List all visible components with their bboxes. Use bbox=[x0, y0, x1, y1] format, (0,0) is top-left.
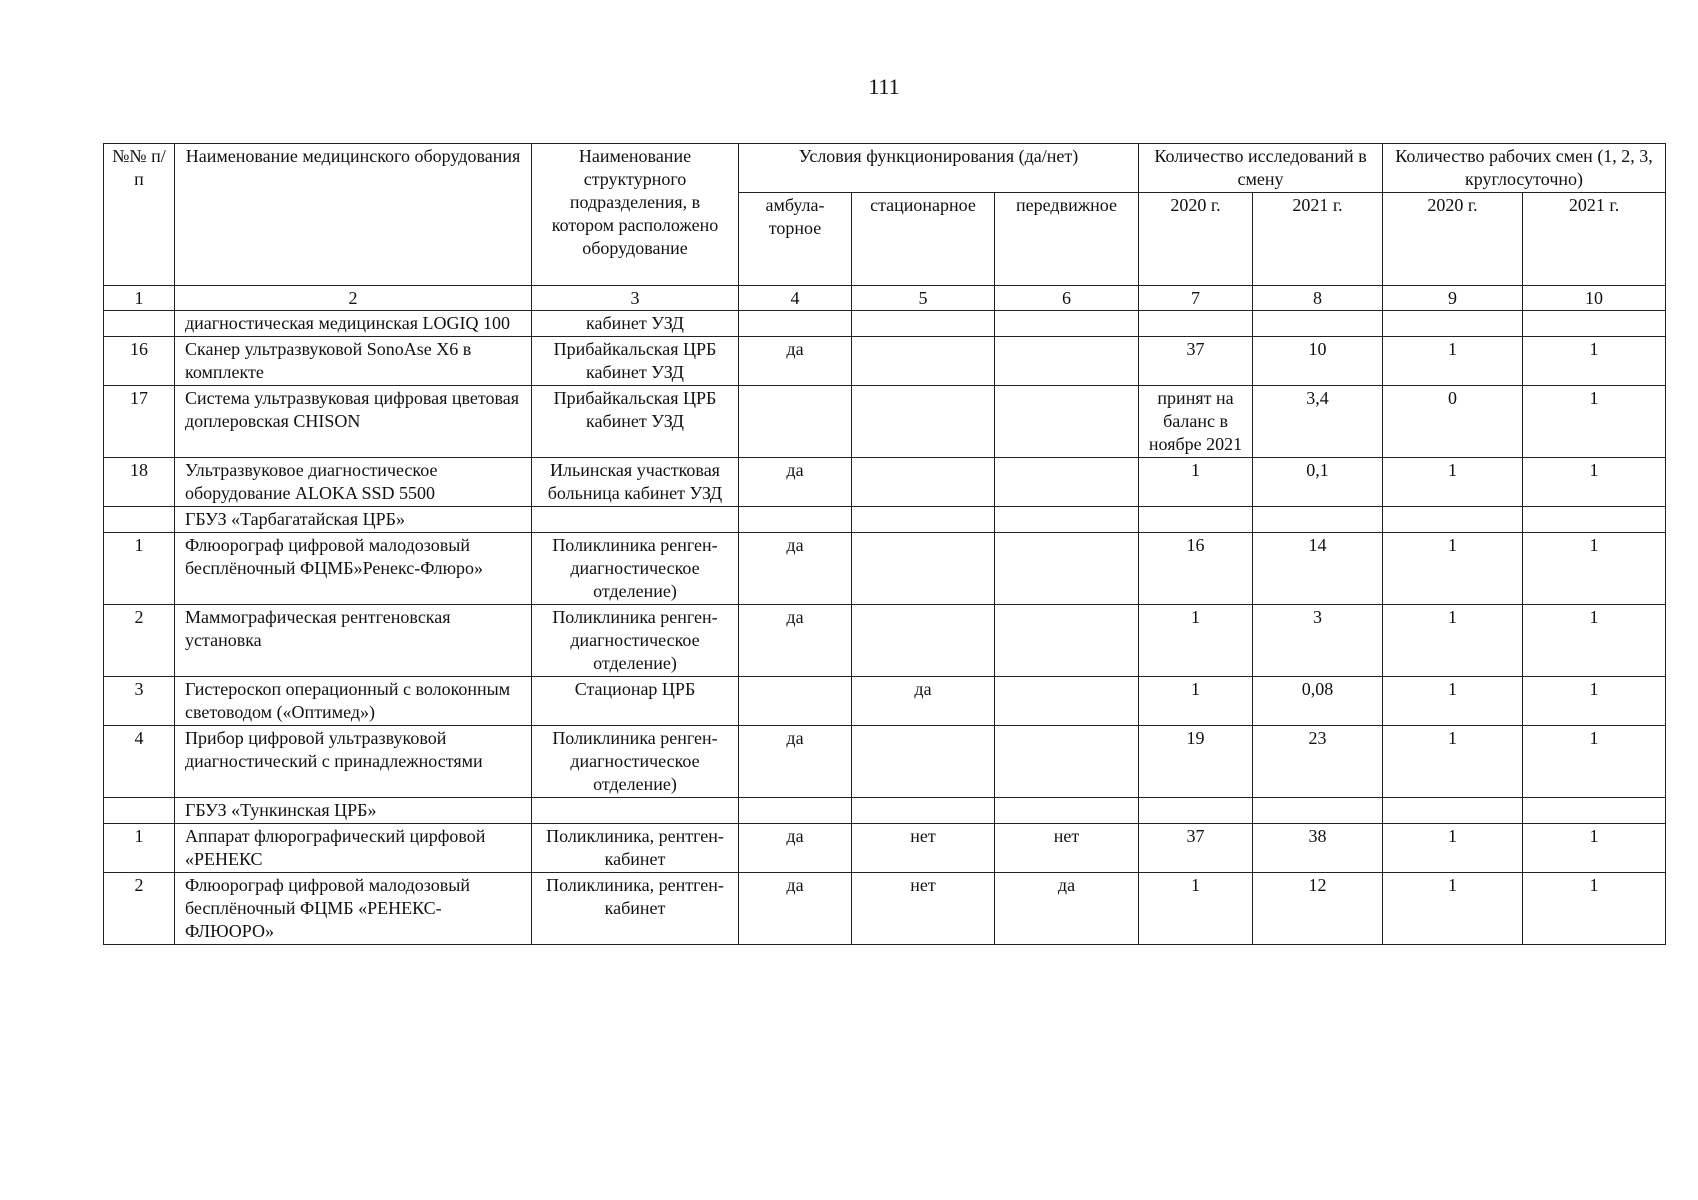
table-header bbox=[104, 144, 1666, 311]
column-number: 5 bbox=[852, 286, 995, 311]
row-num-cell: 18 bbox=[104, 458, 175, 507]
unit-cell: Поликлиника ренген-диагностическое отделение) bbox=[532, 533, 739, 605]
inpatient-cell bbox=[852, 726, 995, 798]
ambulatory-cell bbox=[739, 798, 852, 824]
shifts-2021-cell: 1 bbox=[1523, 605, 1666, 677]
table-row bbox=[104, 533, 1666, 605]
row-num-cell bbox=[104, 311, 175, 337]
shifts-2020-cell bbox=[1383, 798, 1523, 824]
inpatient-cell bbox=[852, 311, 995, 337]
ambulatory-cell: да bbox=[739, 458, 852, 507]
ambulatory-cell: да bbox=[739, 337, 852, 386]
header-studies: Количество исследований в смену bbox=[1139, 144, 1383, 193]
row-num-cell: 17 bbox=[104, 386, 175, 458]
row-num-cell bbox=[104, 798, 175, 824]
table-row bbox=[104, 386, 1666, 458]
inpatient-cell bbox=[852, 458, 995, 507]
inpatient-cell: да bbox=[852, 677, 995, 726]
equipment-name-cell: диагностическая медицинская LOGIQ 100 bbox=[175, 311, 532, 337]
ambulatory-cell bbox=[739, 386, 852, 458]
row-num-cell: 1 bbox=[104, 533, 175, 605]
shifts-2020-cell: 1 bbox=[1383, 605, 1523, 677]
shifts-2021-cell: 1 bbox=[1523, 824, 1666, 873]
ambulatory-cell: да bbox=[739, 726, 852, 798]
unit-cell bbox=[532, 798, 739, 824]
inpatient-cell bbox=[852, 798, 995, 824]
ambulatory-cell bbox=[739, 677, 852, 726]
studies-2021-cell: 0,1 bbox=[1253, 458, 1383, 507]
header-shifts-2020: 2020 г. bbox=[1383, 193, 1523, 286]
unit-cell: Поликлиника ренген-диагностическое отделение) bbox=[532, 605, 739, 677]
inpatient-cell bbox=[852, 386, 995, 458]
unit-cell: кабинет УЗД bbox=[532, 311, 739, 337]
row-num-cell: 2 bbox=[104, 605, 175, 677]
column-number: 7 bbox=[1139, 286, 1253, 311]
studies-2021-cell: 23 bbox=[1253, 726, 1383, 798]
unit-cell: Ильинская участковая больница кабинет УЗД bbox=[532, 458, 739, 507]
unit-cell: Поликлиника, рентген-кабинет bbox=[532, 824, 739, 873]
mobile-cell bbox=[995, 507, 1139, 533]
studies-2020-cell: 1 bbox=[1139, 605, 1253, 677]
row-num-cell: 1 bbox=[104, 824, 175, 873]
studies-2020-cell: 1 bbox=[1139, 873, 1253, 945]
table-row bbox=[104, 677, 1666, 726]
table-row bbox=[104, 337, 1666, 386]
row-num-cell: 2 bbox=[104, 873, 175, 945]
shifts-2020-cell: 1 bbox=[1383, 458, 1523, 507]
studies-2020-cell: 16 bbox=[1139, 533, 1253, 605]
inpatient-cell bbox=[852, 507, 995, 533]
row-num-cell: 3 bbox=[104, 677, 175, 726]
row-num-cell: 4 bbox=[104, 726, 175, 798]
row-num-cell: 16 bbox=[104, 337, 175, 386]
equipment-name-cell: Прибор цифровой ультразвуковой диагностический с принадлежностями bbox=[175, 726, 532, 798]
shifts-2020-cell: 1 bbox=[1383, 337, 1523, 386]
table-row bbox=[104, 726, 1666, 798]
unit-cell bbox=[532, 507, 739, 533]
unit-cell: Поликлиника, рентген-кабинет bbox=[532, 873, 739, 945]
equipment-name-cell: Гистероскоп операционный с волоконным световодом («Оптимед») bbox=[175, 677, 532, 726]
mobile-cell bbox=[995, 458, 1139, 507]
studies-2021-cell: 0,08 bbox=[1253, 677, 1383, 726]
unit-cell: Поликлиника ренген-диагностическое отделение) bbox=[532, 726, 739, 798]
mobile-cell bbox=[995, 311, 1139, 337]
shifts-2021-cell: 1 bbox=[1523, 873, 1666, 945]
table-row bbox=[104, 458, 1666, 507]
table-row bbox=[104, 311, 1666, 337]
table-body bbox=[104, 311, 1666, 945]
studies-2021-cell: 10 bbox=[1253, 337, 1383, 386]
studies-2020-cell bbox=[1139, 311, 1253, 337]
ambulatory-cell: да bbox=[739, 873, 852, 945]
studies-2020-cell bbox=[1139, 507, 1253, 533]
shifts-2021-cell: 1 bbox=[1523, 726, 1666, 798]
header-conditions: Условия функционирования (да/нет) bbox=[739, 144, 1139, 193]
header-studies-2020: 2020 г. bbox=[1139, 193, 1253, 286]
equipment-name-cell: ГБУЗ «Тункинская ЦРБ» bbox=[175, 798, 532, 824]
studies-2020-cell bbox=[1139, 798, 1253, 824]
header-shifts: Количество рабочих смен (1, 2, 3, круглосуточно) bbox=[1383, 144, 1666, 193]
table-row bbox=[104, 507, 1666, 533]
column-number: 9 bbox=[1383, 286, 1523, 311]
column-number: 10 bbox=[1523, 286, 1666, 311]
mobile-cell bbox=[995, 533, 1139, 605]
ambulatory-cell bbox=[739, 507, 852, 533]
studies-2021-cell bbox=[1253, 798, 1383, 824]
equipment-name-cell: ГБУЗ «Тарбагатайская ЦРБ» bbox=[175, 507, 532, 533]
column-number: 6 bbox=[995, 286, 1139, 311]
equipment-name-cell: Флюорограф цифровой малодозовый бесплёночный ФЦМБ»Ренекс-Флюро» bbox=[175, 533, 532, 605]
equipment-name-cell: Система ультразвуковая цифровая цветовая доплеровская CHISON bbox=[175, 386, 532, 458]
column-number: 8 bbox=[1253, 286, 1383, 311]
shifts-2021-cell: 1 bbox=[1523, 458, 1666, 507]
shifts-2020-cell bbox=[1383, 311, 1523, 337]
table-row bbox=[104, 798, 1666, 824]
header-num: №№ п/п bbox=[104, 144, 175, 286]
shifts-2021-cell: 1 bbox=[1523, 337, 1666, 386]
shifts-2020-cell: 1 bbox=[1383, 677, 1523, 726]
column-number: 4 bbox=[739, 286, 852, 311]
mobile-cell bbox=[995, 386, 1139, 458]
table-row bbox=[104, 873, 1666, 945]
unit-cell: Прибайкальская ЦРБ кабинет УЗД bbox=[532, 337, 739, 386]
header-ambul: амбула-торное bbox=[739, 193, 852, 286]
ambulatory-cell: да bbox=[739, 605, 852, 677]
shifts-2021-cell: 1 bbox=[1523, 677, 1666, 726]
shifts-2020-cell: 1 bbox=[1383, 726, 1523, 798]
column-number: 2 bbox=[175, 286, 532, 311]
mobile-cell bbox=[995, 726, 1139, 798]
mobile-cell bbox=[995, 337, 1139, 386]
mobile-cell bbox=[995, 605, 1139, 677]
inpatient-cell bbox=[852, 605, 995, 677]
studies-2020-cell: 1 bbox=[1139, 458, 1253, 507]
page-number: 111 bbox=[868, 74, 900, 99]
equipment-name-cell: Маммографическая рентгеновская установка bbox=[175, 605, 532, 677]
studies-2021-cell: 38 bbox=[1253, 824, 1383, 873]
header-shifts-2021: 2021 г. bbox=[1523, 193, 1666, 286]
shifts-2021-cell bbox=[1523, 507, 1666, 533]
mobile-cell: да bbox=[995, 873, 1139, 945]
shifts-2020-cell: 1 bbox=[1383, 824, 1523, 873]
shifts-2021-cell bbox=[1523, 798, 1666, 824]
shifts-2020-cell: 1 bbox=[1383, 533, 1523, 605]
unit-cell: Стационар ЦРБ bbox=[532, 677, 739, 726]
shifts-2020-cell: 0 bbox=[1383, 386, 1523, 458]
shifts-2020-cell: 1 bbox=[1383, 873, 1523, 945]
studies-2021-cell bbox=[1253, 311, 1383, 337]
equipment-name-cell: Сканер ультразвуковой SonoAse X6 в комплекте bbox=[175, 337, 532, 386]
studies-2021-cell bbox=[1253, 507, 1383, 533]
row-num-cell bbox=[104, 507, 175, 533]
inpatient-cell bbox=[852, 533, 995, 605]
studies-2021-cell: 14 bbox=[1253, 533, 1383, 605]
mobile-cell bbox=[995, 677, 1139, 726]
studies-2020-cell: 37 bbox=[1139, 337, 1253, 386]
column-number: 3 bbox=[532, 286, 739, 311]
table-row bbox=[104, 605, 1666, 677]
inpatient-cell: нет bbox=[852, 824, 995, 873]
shifts-2021-cell: 1 bbox=[1523, 533, 1666, 605]
header-mobile: передвижное bbox=[995, 193, 1139, 286]
studies-2021-cell: 3 bbox=[1253, 605, 1383, 677]
mobile-cell bbox=[995, 798, 1139, 824]
inpatient-cell bbox=[852, 337, 995, 386]
studies-2020-cell: принят на баланс в ноябре 2021 bbox=[1139, 386, 1253, 458]
shifts-2021-cell: 1 bbox=[1523, 386, 1666, 458]
column-number-row bbox=[104, 286, 1666, 311]
shifts-2020-cell bbox=[1383, 507, 1523, 533]
inpatient-cell: нет bbox=[852, 873, 995, 945]
ambulatory-cell: да bbox=[739, 533, 852, 605]
header-stac: стационарное bbox=[852, 193, 995, 286]
equipment-table bbox=[103, 143, 1666, 945]
studies-2020-cell: 1 bbox=[1139, 677, 1253, 726]
studies-2021-cell: 3,4 bbox=[1253, 386, 1383, 458]
equipment-name-cell: Флюорограф цифровой малодозовый бесплёночный ФЦМБ «РЕНЕКС-ФЛЮОРО» bbox=[175, 873, 532, 945]
ambulatory-cell bbox=[739, 311, 852, 337]
header-unit: Наименование структурного подразделения, в котором расположено оборудование bbox=[532, 144, 739, 286]
equipment-name-cell: Аппарат флюрографический цирфовой «РЕНЕКС bbox=[175, 824, 532, 873]
equipment-name-cell: Ультразвуковое диагностическое оборудование ALOKA SSD 5500 bbox=[175, 458, 532, 507]
studies-2021-cell: 12 bbox=[1253, 873, 1383, 945]
table-row bbox=[104, 824, 1666, 873]
header-studies-2021: 2021 г. bbox=[1253, 193, 1383, 286]
studies-2020-cell: 37 bbox=[1139, 824, 1253, 873]
unit-cell: Прибайкальская ЦРБ кабинет УЗД bbox=[532, 386, 739, 458]
mobile-cell: нет bbox=[995, 824, 1139, 873]
ambulatory-cell: да bbox=[739, 824, 852, 873]
studies-2020-cell: 19 bbox=[1139, 726, 1253, 798]
header-name: Наименование медицинского оборудования bbox=[175, 144, 532, 286]
shifts-2021-cell bbox=[1523, 311, 1666, 337]
column-number: 1 bbox=[104, 286, 175, 311]
